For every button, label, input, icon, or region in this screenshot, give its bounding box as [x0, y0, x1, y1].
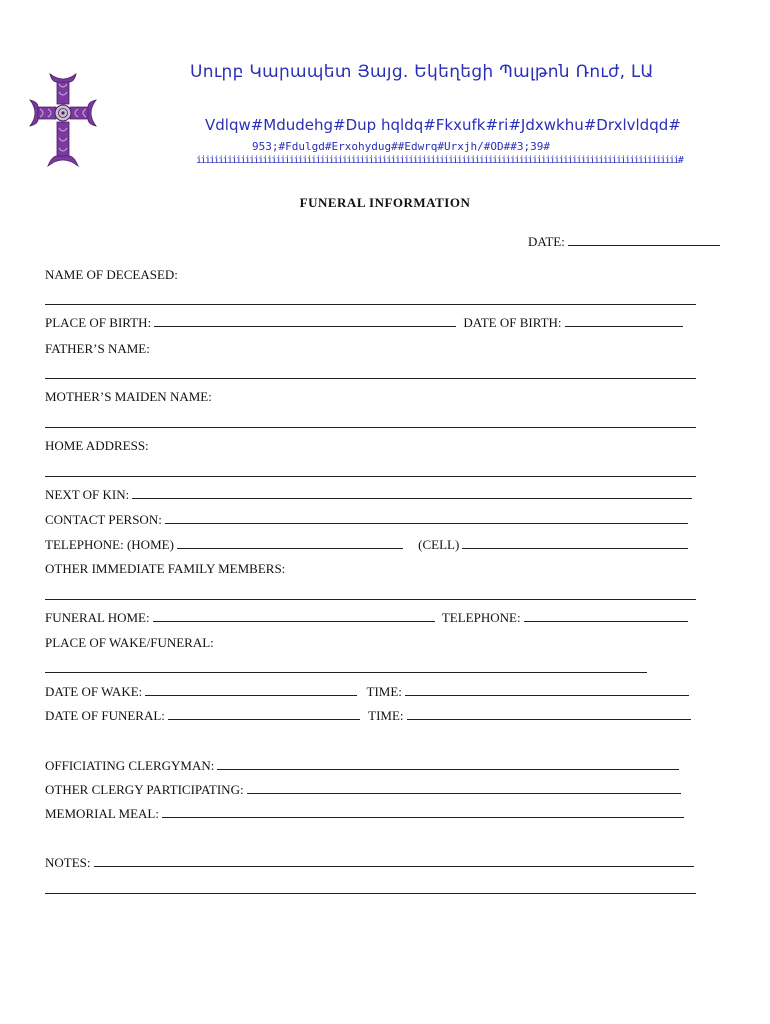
date-of-wake-field[interactable]	[145, 684, 357, 696]
notes-row	[45, 855, 694, 871]
name-of-deceased-field[interactable]	[45, 304, 696, 305]
notes-field[interactable]	[94, 855, 694, 867]
name-of-deceased-label: NAME OF DECEASED:	[45, 267, 178, 282]
funeral-time-field[interactable]	[407, 708, 691, 720]
date-row	[528, 234, 720, 250]
other-clergy-label: OTHER CLERGY PARTICIPATING:	[45, 782, 244, 797]
place-of-birth-row	[45, 315, 683, 331]
officiating-clergyman-label: OFFICIATING CLERGYMAN:	[45, 758, 215, 773]
church-name-english: Vdlqw#Mdudehg#Dup hqldq#Fkxufk#ri#Jdxwkhu#Drxlvldqd#	[205, 116, 681, 134]
place-of-birth-label: PLACE OF BIRTH:	[45, 315, 152, 330]
date-of-funeral-label: DATE OF FUNERAL:	[45, 708, 165, 723]
telephone-home-label: TELEPHONE: (HOME)	[45, 537, 174, 552]
form-title: FUNERAL INFORMATION	[299, 195, 471, 210]
header-rule: iiiiiiiiiiiiiiiiiiiiiiiiiiiiiiiiiiiiiiiiiiiiiiiiiiiiiiiiiiiiiiiiiiiiiiiiiiiiiiiiiiiiiiiiiiiiiiiiiiiiiiiiiiiii#	[196, 155, 683, 166]
date-of-wake-row	[45, 684, 689, 700]
mothers-maiden-name-field[interactable]	[45, 427, 696, 428]
funeral-home-telephone-field[interactable]	[524, 610, 688, 622]
next-of-kin-row	[45, 487, 692, 503]
other-family-label: OTHER IMMEDIATE FAMILY MEMBERS:	[45, 561, 286, 576]
other-clergy-row	[45, 782, 681, 798]
wake-time-label: TIME:	[366, 684, 402, 699]
home-address-field[interactable]	[45, 476, 696, 477]
telephone-row	[45, 537, 688, 553]
date-of-birth-field[interactable]	[565, 315, 683, 327]
funeral-home-label: FUNERAL HOME:	[45, 610, 150, 625]
memorial-meal-field[interactable]	[162, 806, 684, 818]
place-of-birth-field[interactable]	[154, 315, 456, 327]
place-of-wake-field[interactable]	[45, 672, 647, 673]
cell-field[interactable]	[462, 537, 688, 549]
date-of-funeral-field[interactable]	[168, 708, 360, 720]
date-of-wake-label: DATE OF WAKE:	[45, 684, 143, 699]
cell-label: (CELL)	[418, 537, 460, 552]
telephone-home-field[interactable]	[177, 537, 403, 549]
date-of-birth-label: DATE OF BIRTH:	[463, 315, 562, 330]
funeral-home-field[interactable]	[153, 610, 435, 622]
fathers-name-label: FATHER’S NAME:	[45, 341, 150, 356]
next-of-kin-field[interactable]	[132, 487, 692, 499]
memorial-meal-label: MEMORIAL MEAL:	[45, 806, 159, 821]
officiating-clergyman-row	[45, 758, 679, 774]
officiating-clergyman-field[interactable]	[217, 758, 679, 770]
notes-label: NOTES:	[45, 855, 91, 870]
other-family-field[interactable]	[45, 599, 696, 600]
contact-person-label: CONTACT PERSON:	[45, 512, 162, 527]
mothers-maiden-name-label: MOTHER’S MAIDEN NAME:	[45, 389, 212, 404]
date-field[interactable]	[568, 234, 720, 246]
funeral-home-row	[45, 610, 688, 626]
contact-person-row	[45, 512, 688, 528]
date-label: DATE:	[528, 234, 565, 249]
place-of-wake-label: PLACE OF WAKE/FUNERAL:	[45, 635, 214, 650]
memorial-meal-row	[45, 806, 684, 822]
next-of-kin-label: NEXT OF KIN:	[45, 487, 130, 502]
contact-person-field[interactable]	[165, 512, 688, 524]
other-clergy-field[interactable]	[247, 782, 681, 794]
armenian-cross-icon	[28, 70, 98, 168]
funeral-home-telephone-label: TELEPHONE:	[441, 610, 521, 625]
wake-time-field[interactable]	[405, 684, 689, 696]
church-address: 953;#Fdulgd#Erxohydug##Edwrq#Urxjh/#OD##3;39#	[252, 140, 551, 153]
church-name-armenian: Սուրբ Կարապետ Յայց. Եկեղեցի Պալթոն Ռուժ, ԼԱ	[190, 62, 654, 82]
home-address-label: HOME ADDRESS:	[45, 438, 149, 453]
funeral-time-label: TIME:	[368, 708, 404, 723]
fathers-name-field[interactable]	[45, 378, 696, 379]
date-of-funeral-row	[45, 708, 691, 724]
notes-field-line-2[interactable]	[45, 893, 696, 894]
